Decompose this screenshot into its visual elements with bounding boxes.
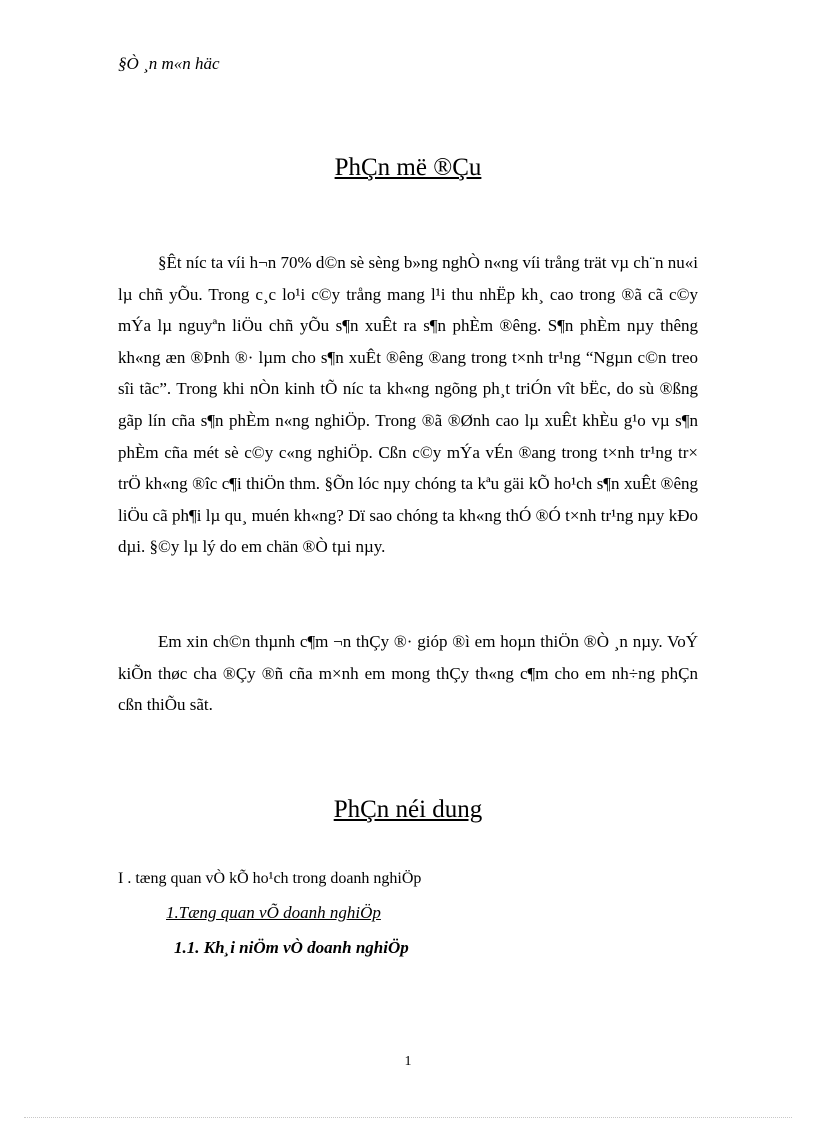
intro-paragraph-2: Em xin ch©n thµnh c¶m ¬n thÇy ®· gióp ®ì em hoµn thiÖn ®Ò ¸n nµy. VoÝ kiÕn thøc cha ®Çy ®ñ cña m×nh em mong thÇy th«ng c¶m cho em nh÷ng phÇn cßn thiÕu sãt.: [118, 632, 698, 715]
heading-level-2: 1.Tæng quan vÕ doanh nghiÖp: [166, 903, 381, 922]
heading-level-3: 1.1. Kh¸i niÖm vÒ doanh nghiÖp: [174, 938, 409, 957]
intro-paragraph-1: §Êt níc ta víi h¬n 70% d©n sè sèng b»ng nghÒ n«ng víi trång trät vµ ch¨n nu«i lµ chñ yÕu. Trong c¸c lo¹i c©y trång mang l¹i thu nhËp kh¸ cao trong ®ã cã c©y mÝa lµ nguyªn liÖu chñ yÕu s¶n xuÊt ra s¶n phÈm ®êng. S¶n phÈm nµy thêng kh«ng æn ®Þnh ®· lµm cho s¶n xuÊt ®êng ®ang trong t×nh tr¹ng “Ngµn c©n treo sîi tãc”. Trong khi nÒn kinh tÕ níc ta kh«ng ngõng ph¸t triÓn vît bËc, do sù ®ßng gãp lín cña s¶n phÈm n«ng nghiÖp. Trong ®ã ®Ønh cao lµ xuÊt khÈu g¹o vµ s¶n phÈm cña mét sè c©y c«ng nghiÖp. Cßn c©y mÝa vÉn ®ang trong t×nh tr¹ng tr× trÖ kh«ng ®îc c¶i thiÖn thm. §Õn lóc nµy chóng ta kªu gäi kÕ ho¹ch s¶n xuÊt ®êng liÖu cã ph¶i lµ qu¸ muén kh«ng? Dï sao chóng ta kh«ng thÓ ®Ó t×nh tr¹ng nµy kÐo dµi. §©y lµ lý do em chän ®Ò tµi nµy.: [118, 253, 698, 557]
page-bottom-border: [24, 1117, 792, 1118]
content-section-title: PhÇn néi dung: [333, 796, 483, 823]
page-number: 1: [404, 1054, 412, 1069]
intro-section-title: PhÇn më ®Çu: [334, 154, 482, 181]
header-note: §Ò ¸n m«n häc: [118, 54, 220, 73]
heading-level-1: I . tæng quan vÒ kÕ ho¹ch trong doanh nghiÖp: [118, 870, 422, 887]
